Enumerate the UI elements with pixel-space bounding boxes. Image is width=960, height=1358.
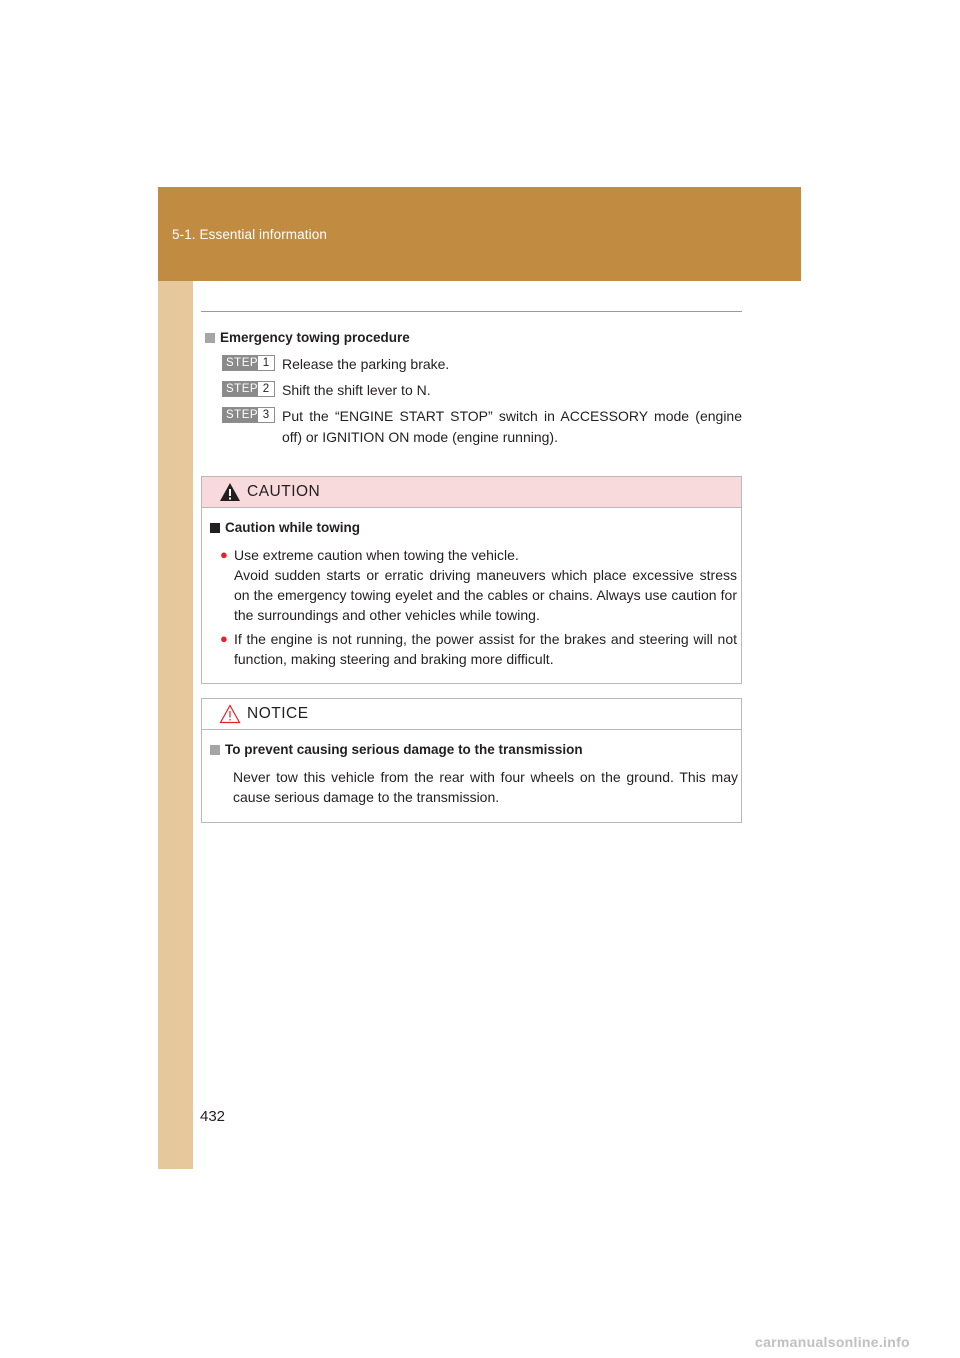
side-band <box>158 281 193 1169</box>
section-title: 5-1. Essential information <box>172 227 327 242</box>
square-bullet-icon <box>210 523 220 533</box>
header-band <box>158 187 801 281</box>
step-number: 1 <box>258 356 274 370</box>
notice-header <box>202 699 741 730</box>
square-bullet-icon <box>210 745 220 755</box>
step-badge <box>222 407 275 423</box>
procedure-heading <box>205 330 410 345</box>
page-number: 432 <box>200 1108 226 1125</box>
notice-subheading-text: To prevent causing serious damage to the transmission <box>225 742 583 757</box>
caution-bullet-text: If the engine is not running, the power assist for the brakes and steering will not function, making steering and braking more difficult. <box>234 631 737 667</box>
warning-triangle-icon <box>219 482 241 502</box>
step-badge <box>222 381 275 397</box>
notice-text: Never tow this vehicle from the rear with four wheels on the ground. This may cause serious damage to the transmission. <box>233 769 738 805</box>
step-number: 3 <box>258 408 274 422</box>
step-text: Release the parking brake. <box>282 356 450 372</box>
step-label: STEP <box>223 408 258 422</box>
notice-subheading <box>210 742 583 757</box>
procedure-heading-text: Emergency towing procedure <box>220 330 410 345</box>
step-3 <box>222 406 742 448</box>
caution-subheading-text: Caution while towing <box>225 520 360 535</box>
red-bullet-icon: ● <box>220 547 228 562</box>
step-badge <box>222 355 275 371</box>
warning-outline-icon <box>219 704 241 724</box>
caution-box <box>201 476 742 684</box>
step-1 <box>222 354 742 375</box>
watermark: carmanualsonline.info <box>755 1334 910 1350</box>
caution-bullet-line: Avoid sudden starts or erratic driving maneuvers which place excessive stress on the emergency towing eyelet and the cables or chains. Always use caution for the surroundings and other vehicles while towing. <box>234 567 737 623</box>
notice-title: NOTICE <box>247 705 309 722</box>
section-divider <box>201 311 742 312</box>
red-bullet-icon: ● <box>220 631 228 646</box>
caution-bullet-line: Use extreme caution when towing the vehicle. <box>234 547 519 563</box>
step-2 <box>222 380 742 401</box>
step-label: STEP <box>223 382 258 396</box>
caution-subheading <box>210 520 360 535</box>
caution-bullet-1 <box>220 545 737 625</box>
caution-header <box>202 477 741 508</box>
step-text: Put the “ENGINE START STOP” switch in ACCESSORY mode (engine off) or IGNITION ON mode (engine running). <box>282 408 742 445</box>
caution-bullet-2 <box>220 629 737 669</box>
caution-bullet-text <box>234 545 737 625</box>
notice-box <box>201 698 742 823</box>
step-label: STEP <box>223 356 258 370</box>
step-text: Shift the shift lever to N. <box>282 382 431 398</box>
step-number: 2 <box>258 382 274 396</box>
caution-title: CAUTION <box>247 483 321 500</box>
square-bullet-icon <box>205 333 215 343</box>
